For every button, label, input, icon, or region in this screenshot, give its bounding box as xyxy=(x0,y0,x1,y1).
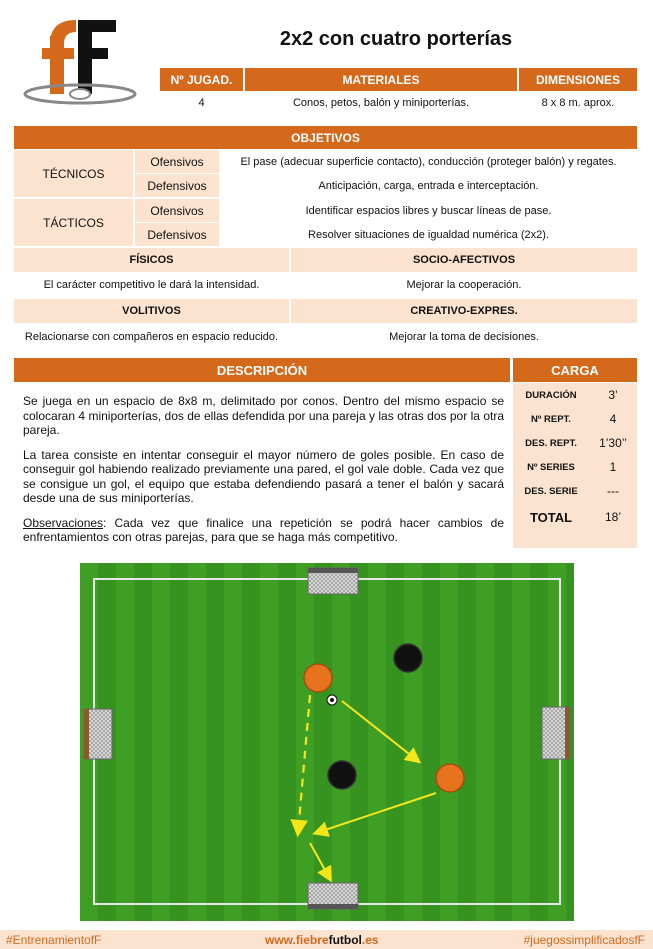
carga-label-descanso-serie: DES. SERIE xyxy=(524,485,578,497)
goal-bottom xyxy=(308,883,358,909)
fisicos-text: El carácter competitivo le dará la intensidad. xyxy=(43,279,260,291)
tacticos-ofensivos-label: Ofensivos xyxy=(135,199,219,222)
socio-text: Mejorar la cooperación. xyxy=(406,279,522,291)
footer-hashtag-left: #EntrenamientofF xyxy=(6,933,102,947)
tecnicos-defensivos-label: Defensivos xyxy=(135,174,219,197)
goal-right xyxy=(542,707,570,759)
carga-label-series: Nº SERIES xyxy=(527,461,575,473)
carga-value-repeticiones: 4 xyxy=(609,412,617,426)
carga-value-descanso-rept: 1’30’’ xyxy=(599,436,627,450)
header-jugadores: Nº JUGAD. xyxy=(160,68,243,91)
descripcion-p1: Se juega en un espacio de 8x8 m, delimitado por conos. Dentro del mismo espacio se colocaran 4 miniporterías, dos de ellas defendida por una pareja y las otras dos por la otra pareja. xyxy=(23,394,504,437)
footer-website-a: www.fiebre xyxy=(265,933,329,947)
value-dimensiones: 8 x 8 m. aprox. xyxy=(541,97,615,109)
tecnicos-ofensivos: El pase (adecuar superficie contacto), conducción (proteger balón) y regates. xyxy=(240,155,617,168)
carga-total-label: TOTAL xyxy=(529,509,573,525)
descripcion-p2: La tarea consiste en intentar conseguir el mayor número de goles posible. En caso de conseguir gol habiendo realizado previamente una pared, el gol vale doble. Cada vez que se consigue un gol, el equipo que estaba defendiendo pasará a tener el balón y sacará desde una de sus miniporterías. xyxy=(23,447,504,505)
carga-header: CARGA xyxy=(513,358,637,382)
carga-value-series: 1 xyxy=(609,460,617,474)
footer-hashtag-right: #juegossimplificadosfF xyxy=(523,933,645,947)
carga-total-value: 18’ xyxy=(604,510,621,524)
volitivos-label: VOLITIVOS xyxy=(14,299,289,323)
footer-website[interactable] xyxy=(265,933,379,947)
carga-label-repeticiones: Nº REPT. xyxy=(531,413,571,425)
tecnicos-ofensivos-label: Ofensivos xyxy=(135,150,219,173)
goal-top xyxy=(308,568,358,594)
observaciones-label: Observaciones xyxy=(23,515,104,530)
carga-value-descanso-serie: --- xyxy=(607,484,619,498)
descripcion-body xyxy=(23,394,504,555)
observaciones-text: : Cada vez que finalice una repetición se podrá hacer cambios de enfrentamientos con otras parejas, para que se haga más competitivo. xyxy=(23,515,504,544)
carga-label-duracion: DURACIÓN xyxy=(525,389,577,401)
value-materiales: Conos, petos, balón y miniporterías. xyxy=(292,97,470,109)
player-black-2 xyxy=(328,761,356,789)
tecnicos-defensivos: Anticipación, carga, entrada e interceptación. xyxy=(318,179,539,192)
creativo-label: CREATIVO-EXPRES. xyxy=(291,299,637,323)
page-title: 2x2 con cuatro porterías xyxy=(279,27,513,50)
header-materiales: MATERIALES xyxy=(245,68,517,91)
player-black-1 xyxy=(394,644,422,672)
header-dimensiones: DIMENSIONES xyxy=(519,68,637,91)
tacticos-ofensivos: Identificar espacios libres y buscar líneas de pase. xyxy=(305,204,552,217)
carga-label-descanso-rept: DES. REPT. xyxy=(525,437,577,449)
fisicos-label: FÍSICOS xyxy=(14,248,289,272)
footer-website-c: .es xyxy=(361,933,379,947)
tacticos-defensivos-label: Defensivos xyxy=(135,223,219,246)
creativo-text: Mejorar la toma de decisiones. xyxy=(389,331,539,343)
value-jugadores: 4 xyxy=(198,97,205,109)
descripcion-header: DESCRIPCIÓN xyxy=(14,358,510,382)
tecnicos-label: TÉCNICOS xyxy=(14,150,133,197)
volitivos-text: Relacionarse con compañeros en espacio reducido. xyxy=(24,331,279,343)
tacticos-defensivos: Resolver situaciones de igualdad numérica (2x2). xyxy=(308,228,549,241)
carga-value-duracion: 3’ xyxy=(608,388,618,402)
footer-bar xyxy=(0,930,653,949)
player-orange-2 xyxy=(436,764,464,792)
descripcion-observaciones xyxy=(23,516,504,545)
field-diagram xyxy=(80,563,574,921)
socio-label: SOCIO-AFECTIVOS xyxy=(291,248,637,272)
objetivos-header: OBJETIVOS xyxy=(14,126,637,149)
tacticos-label: TÁCTICOS xyxy=(14,199,133,246)
brand-logo xyxy=(22,14,138,112)
footer-website-b: futbol xyxy=(328,933,362,947)
player-orange-1 xyxy=(304,664,332,692)
goal-left xyxy=(84,709,112,759)
